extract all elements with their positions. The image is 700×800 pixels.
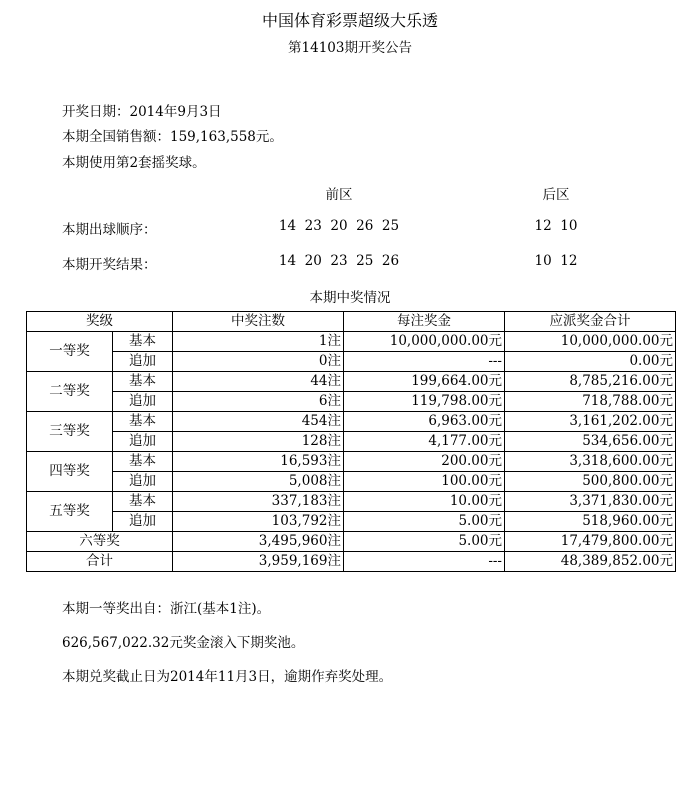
per-cell: 4,177.00元	[344, 432, 505, 452]
ball-set-info: 本期使用第2套摇奖球。	[62, 155, 206, 171]
table-row	[27, 372, 676, 392]
level-cell: 四等奖	[27, 452, 113, 492]
per-cell: 10,000,000.00元	[344, 332, 505, 352]
table-row	[27, 332, 676, 352]
first-prize-origin: 本期一等奖出自：浙江(基本1注)。	[62, 601, 271, 617]
table-row	[27, 472, 676, 492]
count-cell: 128注	[173, 432, 344, 452]
count-cell: 5,008注	[173, 472, 344, 492]
count-cell: 3,495,960注	[173, 532, 344, 552]
sales-amount: 本期全国销售额：159,163,558元。	[62, 129, 283, 145]
count-cell: 1注	[173, 332, 344, 352]
prize-table-caption: 本期中奖情况	[309, 290, 391, 306]
type-cell: 追加	[113, 512, 173, 532]
total-cell: 534,656.00元	[505, 432, 676, 452]
total-cell: 48,389,852.00元	[505, 552, 676, 572]
header-level: 奖级	[27, 312, 173, 332]
front-zone-label: 前区	[325, 187, 353, 203]
total-cell: 3,161,202.00元	[505, 412, 676, 432]
total-cell: 500,800.00元	[505, 472, 676, 492]
issue-subtitle: 第14103期开奖公告	[288, 40, 412, 56]
per-cell: 119,798.00元	[344, 392, 505, 412]
table-row	[27, 412, 676, 432]
type-cell: 基本	[113, 452, 173, 472]
draw-order-back: 12 10	[534, 218, 578, 234]
per-cell: 200.00元	[344, 452, 505, 472]
draw-result-front: 14 20 23 25 26	[278, 253, 400, 269]
draw-result-back: 10 12	[534, 253, 578, 269]
table-row	[27, 352, 676, 372]
prize-table	[26, 311, 676, 572]
type-cell: 基本	[113, 492, 173, 512]
type-cell: 追加	[113, 432, 173, 452]
count-cell: 0注	[173, 352, 344, 372]
level-cell: 六等奖	[27, 532, 173, 552]
type-cell: 基本	[113, 372, 173, 392]
table-row	[27, 452, 676, 472]
per-cell: 5.00元	[344, 512, 505, 532]
header-count: 中奖注数	[173, 312, 344, 332]
table-row	[27, 392, 676, 412]
type-cell: 基本	[113, 412, 173, 432]
level-cell: 二等奖	[27, 372, 113, 412]
per-cell: ---	[344, 352, 505, 372]
total-cell: 10,000,000.00元	[505, 332, 676, 352]
total-cell: 3,371,830.00元	[505, 492, 676, 512]
level-cell: 三等奖	[27, 412, 113, 452]
per-cell: ---	[344, 552, 505, 572]
total-cell: 17,479,800.00元	[505, 532, 676, 552]
total-cell: 0.00元	[505, 352, 676, 372]
table-row-sum	[27, 552, 676, 572]
draw-order-label: 本期出球顺序：	[62, 222, 157, 238]
per-cell: 199,664.00元	[344, 372, 505, 392]
draw-date: 开奖日期：2014年9月3日	[62, 104, 222, 120]
total-cell: 8,785,216.00元	[505, 372, 676, 392]
table-row	[27, 492, 676, 512]
deadline-note: 本期兑奖截止日为2014年11月3日，逾期作弃奖处理。	[62, 669, 393, 685]
count-cell: 6注	[173, 392, 344, 412]
rollover-note: 626,567,022.32元奖金滚入下期奖池。	[62, 635, 305, 651]
per-cell: 6,963.00元	[344, 412, 505, 432]
table-row	[27, 432, 676, 452]
table-row	[27, 512, 676, 532]
draw-order-front: 14 23 20 26 25	[278, 218, 400, 234]
level-cell: 五等奖	[27, 492, 113, 532]
page-title: 中国体育彩票超级大乐透	[261, 11, 438, 30]
type-cell: 追加	[113, 352, 173, 372]
header-total: 应派奖金合计	[505, 312, 676, 332]
type-cell: 追加	[113, 392, 173, 412]
total-cell: 518,960.00元	[505, 512, 676, 532]
per-cell: 5.00元	[344, 532, 505, 552]
per-cell: 100.00元	[344, 472, 505, 492]
per-cell: 10.00元	[344, 492, 505, 512]
total-cell: 718,788.00元	[505, 392, 676, 412]
type-cell: 追加	[113, 472, 173, 492]
back-zone-label: 后区	[542, 187, 570, 203]
count-cell: 103,792注	[173, 512, 344, 532]
table-header-row	[27, 312, 676, 332]
count-cell: 16,593注	[173, 452, 344, 472]
type-cell: 基本	[113, 332, 173, 352]
count-cell: 44注	[173, 372, 344, 392]
count-cell: 454注	[173, 412, 344, 432]
count-cell: 337,183注	[173, 492, 344, 512]
count-cell: 3,959,169注	[173, 552, 344, 572]
total-cell: 3,318,600.00元	[505, 452, 676, 472]
level-cell: 一等奖	[27, 332, 113, 372]
header-per-prize: 每注奖金	[344, 312, 505, 332]
sum-label-cell: 合计	[27, 552, 173, 572]
table-row-sixth	[27, 532, 676, 552]
draw-result-label: 本期开奖结果：	[62, 257, 157, 273]
